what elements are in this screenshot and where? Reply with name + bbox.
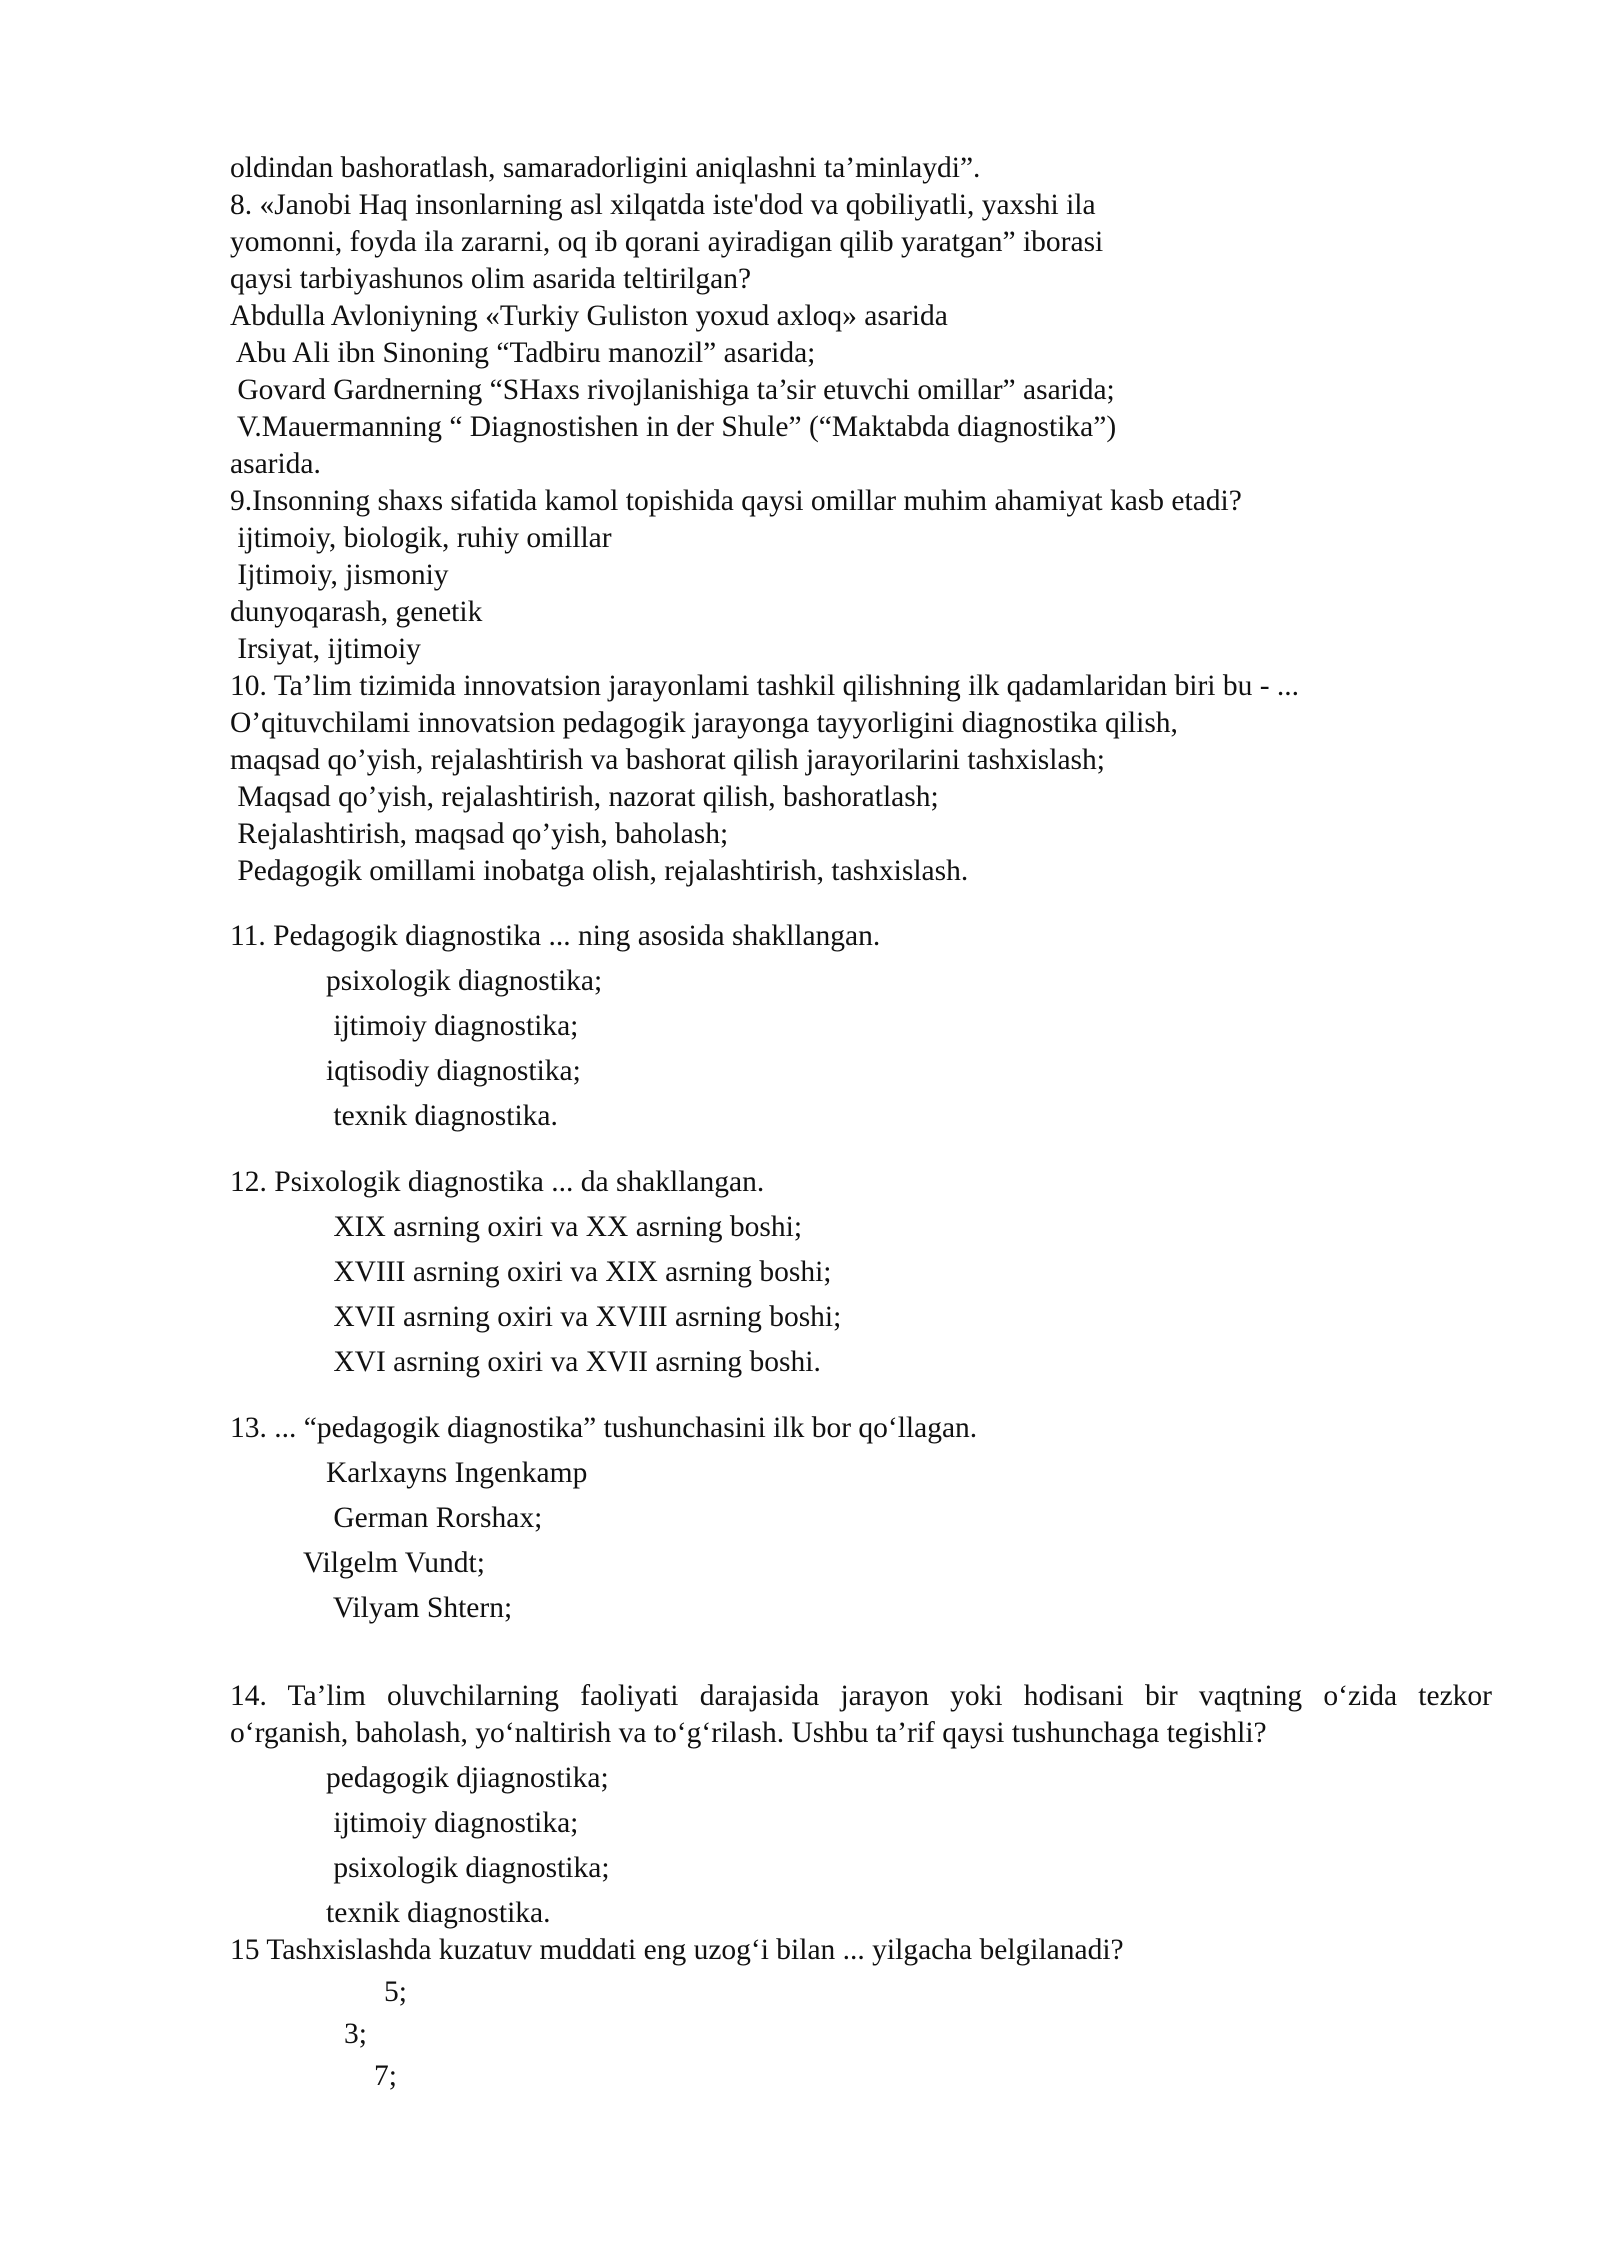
answer-option: ijtimoiy, biologik, ruhiy omillar [230, 522, 612, 554]
question-8: 8. «Janobi Haq insonlarning asl xilqatda iste'dod va qobiliyatli, yaxshi ila [230, 189, 1096, 221]
question-9: 9.Insonning shaxs sifatida kamol topishida qaysi omillar muhim ahamiyat kasb etadi? [230, 485, 1242, 517]
answer-option: XVI asrning oxiri va XVII asrning boshi. [326, 1346, 821, 1378]
question-13: 13. ... “pedagogik diagnostika” tushunchasini ilk bor qo‘llagan. [230, 1412, 978, 1444]
answer-option: XVIII asrning oxiri va XIX asrning boshi; [326, 1256, 832, 1288]
answer-option: Govard Gardnerning “SHaxs rivojlanishiga ta’sir etuvchi omillar” asarida; [230, 374, 1115, 406]
answer-option: Pedagogik omillami inobatga olish, rejalashtirish, tashxislash. [230, 855, 969, 887]
answer-option: V.Mauermanning “ Diagnostishen in der Shule” (“Maktabda diagnostika”) [230, 411, 1117, 443]
answer-option: Karlxayns Ingenkamp [326, 1457, 588, 1489]
answer-option: XIX asrning oxiri va XX asrning boshi; [326, 1211, 803, 1243]
text-line: o‘rganish, baholash, yo‘naltirish va to‘g‘rilash. Ushbu ta’rif qaysi tushunchaga tegishli? [230, 1717, 1267, 1749]
answer-option: pedagogik djiagnostika; [326, 1762, 609, 1794]
answer-option: Abu Ali ibn Sinoning “Tadbiru manozil” asarida; [230, 337, 816, 369]
answer-option: Vilyam Shtern; [326, 1592, 513, 1624]
answer-option: Vilgelm Vundt; [303, 1547, 485, 1579]
answer-option: psixologik diagnostika; [326, 965, 603, 997]
answer-option: Abdulla Avloniyning «Turkiy Guliston yoxud axloq» asarida [230, 300, 948, 332]
question-14: 14. Ta’lim oluvchilarning faoliyati darajasida jarayon yoki hodisani bir vaqtning o‘zida tezkor [230, 1680, 1492, 1712]
answer-option: 3; [344, 2018, 367, 2050]
text-line: yomonni, foyda ila zararni, oq ib qorani ayiradigan qilib yaratgan” iborasi [230, 226, 1104, 258]
answer-option: Rejalashtirish, maqsad qo’yish, baholash; [230, 818, 729, 850]
answer-option: iqtisodiy diagnostika; [326, 1055, 581, 1087]
answer-option: dunyoqarash, genetik [230, 596, 483, 628]
answer-option: Ijtimoiy, jismoniy [230, 559, 449, 591]
text-line: asarida. [230, 448, 321, 480]
question-12: 12. Psixologik diagnostika ... da shakllangan. [230, 1166, 765, 1198]
text-line: qaysi tarbiyashunos olim asarida teltirilgan? [230, 263, 752, 295]
question-11: 11. Pedagogik diagnostika ... ning asosida shakllangan. [230, 920, 881, 952]
text-line: oldindan bashoratlash, samaradorligini aniqlashni ta’minlaydi”. [230, 152, 981, 184]
answer-option: texnik diagnostika. [326, 1100, 558, 1132]
question-10: 10. Ta’lim tizimida innovatsion jarayonlami tashkil qilishning ilk qadamlaridan biri bu - ... [230, 670, 1300, 702]
answer-option: O’qituvchilami innovatsion pedagogik jarayonga tayyorligini diagnostika qilish, [230, 707, 1178, 739]
question-15: 15 Tashxislashda kuzatuv muddati eng uzog‘i bilan ... yilgacha belgilanadi? [230, 1934, 1124, 1966]
answer-option: texnik diagnostika. [326, 1897, 551, 1929]
answer-option: Maqsad qo’yish, rejalashtirish, nazorat qilish, bashoratlash; [230, 781, 939, 813]
answer-option: ijtimoiy diagnostika; [326, 1807, 579, 1839]
answer-option: ijtimoiy diagnostika; [326, 1010, 579, 1042]
answer-option: German Rorshax; [326, 1502, 543, 1534]
text-line: maqsad qo’yish, rejalashtirish va bashorat qilish jarayorilarini tashxislash; [230, 744, 1105, 776]
answer-option: 5; [384, 1976, 407, 2008]
answer-option: Irsiyat, ijtimoiy [230, 633, 421, 665]
answer-option: psixologik diagnostika; [326, 1852, 610, 1884]
answer-option: 7; [374, 2060, 397, 2092]
answer-option: XVII asrning oxiri va XVIII asrning boshi; [326, 1301, 842, 1333]
